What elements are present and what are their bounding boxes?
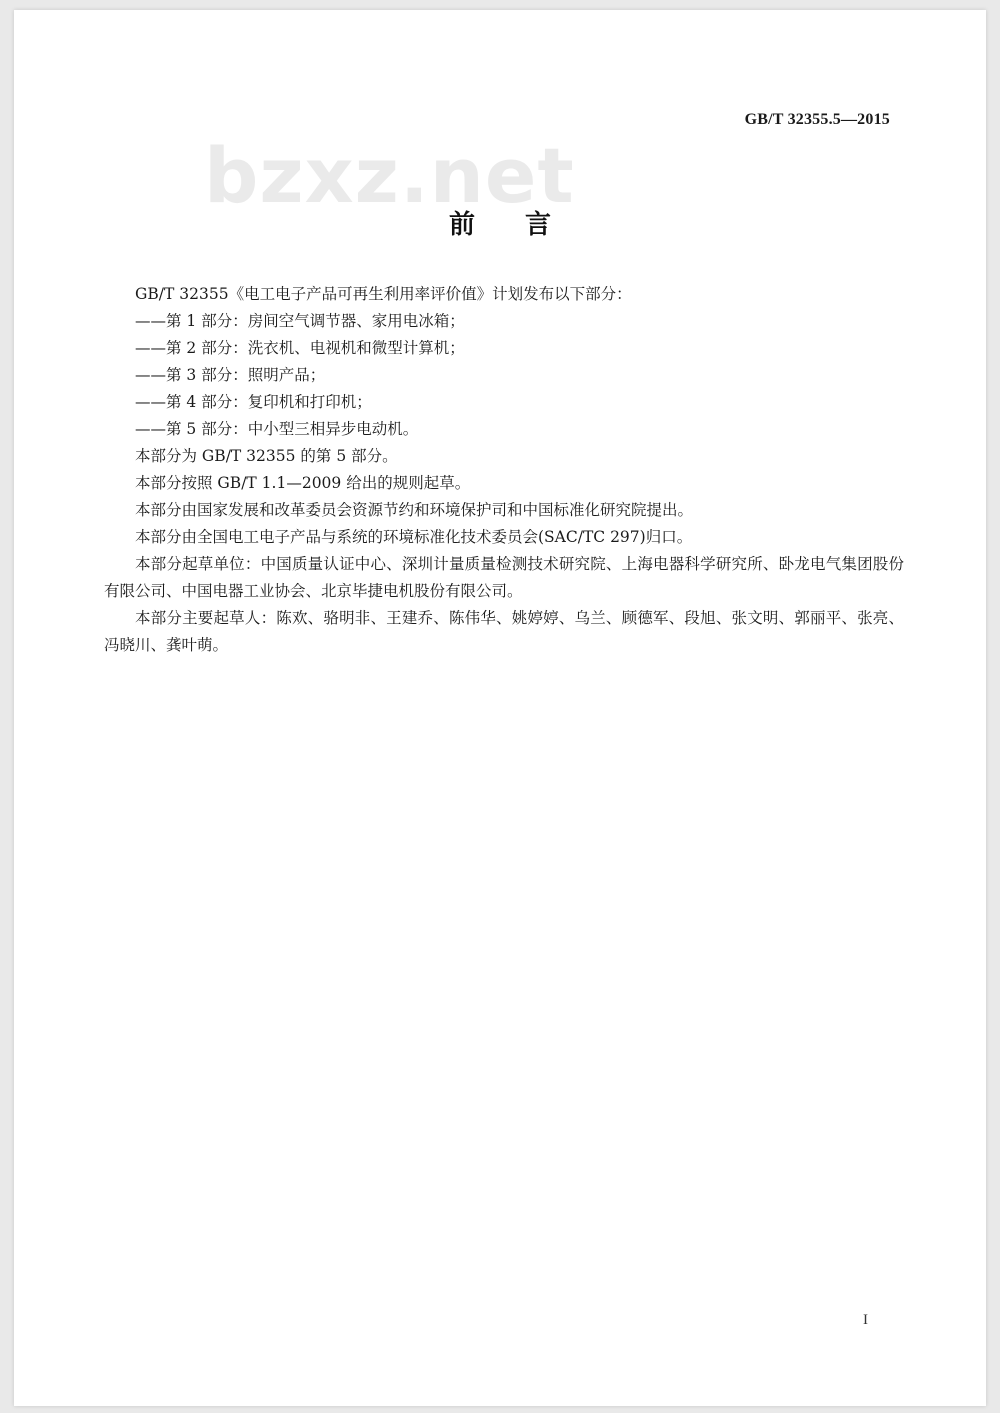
paragraph-drafting-rules: 本部分按照 GB/T 1.1—2009 给出的规则起草。 — [135, 474, 471, 492]
paragraph-part-number: 本部分为 GB/T 32355 的第 5 部分。 — [135, 447, 398, 465]
page-number: I — [863, 1312, 868, 1328]
list-item-part-1: ——第 1 部分：房间空气调节器、家用电冰箱； — [135, 312, 465, 330]
list-item-part-3: ——第 3 部分：照明产品； — [135, 366, 326, 384]
list-item-part-2: ——第 2 部分：洗衣机、电视机和微型计算机； — [135, 339, 465, 357]
paragraph-drafting-units: 本部分起草单位：中国质量认证中心、深圳计量质量检测技术研究院、上海电器科学研究所、卧龙电气集团股份有限公司、中国电器工业协会、北京毕捷电机股份有限公司。 — [104, 555, 904, 600]
paragraph-committee: 本部分由全国电工电子产品与系统的环境标准化技术委员会(SAC/TC 297)归口。 — [135, 528, 693, 546]
standard-code: GB/T 32355.5—2015 — [744, 111, 890, 128]
paragraph-proposer: 本部分由国家发展和改革委员会资源节约和环境保护司和中国标准化研究院提出。 — [135, 501, 694, 519]
list-item-part-5: ——第 5 部分：中小型三相异步电动机。 — [135, 420, 419, 438]
watermark-logo: bzxz.net — [204, 131, 575, 220]
document-page — [14, 10, 986, 1406]
page-title: 前言 — [448, 210, 601, 240]
foreword-body — [104, 281, 904, 659]
paragraph-series-intro: GB/T 32355《电工电子产品可再生利用率评价值》计划发布以下部分： — [135, 285, 632, 303]
paragraph-drafters: 本部分主要起草人：陈欢、骆明非、王建乔、陈伟华、姚婷婷、乌兰、顾德军、段旭、张文明、郭丽平、张亮、冯晓川、龚叶萌。 — [104, 609, 904, 654]
list-item-part-4: ——第 4 部分：复印机和打印机； — [135, 393, 372, 411]
